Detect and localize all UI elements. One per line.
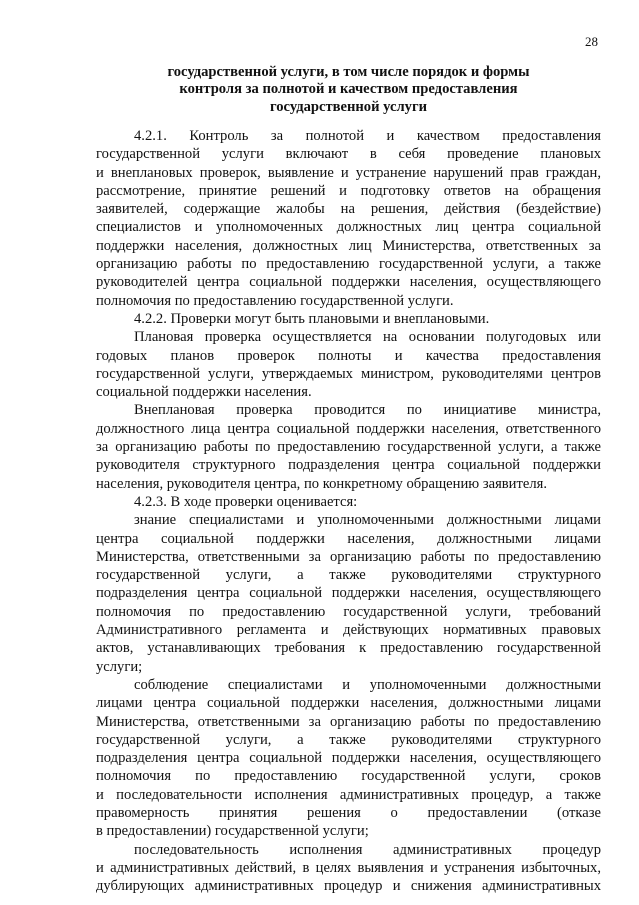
text-line: полномочия по предоставлению государственной услуги, требований bbox=[96, 603, 601, 620]
text-line: Министерства, ответственными за организацию работы по предоставлению bbox=[96, 548, 601, 565]
paragraph-sequence bbox=[96, 841, 601, 896]
text-line: и административных действий, в целях выявления и устранения избыточных, bbox=[96, 859, 601, 876]
text-line: полномочия по предоставлению государственной услуги. bbox=[96, 292, 454, 309]
heading-line: контроля за полнотой и качеством предоставления bbox=[179, 81, 518, 98]
text-line: Внеплановая проверка проводится по инициативе министра, bbox=[134, 402, 601, 419]
text-line: дублирующих административных процедур и снижения административных bbox=[96, 878, 601, 895]
text-line: подразделения центра социальной поддержки населения, осуществляющего bbox=[96, 750, 601, 767]
section-heading bbox=[96, 64, 601, 116]
text-line: заявителей, содержащие жалобы на решения, действия (бездействие) bbox=[96, 201, 601, 218]
text-line: за организацию работы по предоставлению государственной услуги, а также bbox=[96, 439, 601, 456]
text-line: актов, устанавливающих требования к предоставлению государственной bbox=[96, 640, 601, 657]
text-line: Плановая проверка осуществляется на основании полугодовых или bbox=[134, 329, 601, 346]
text-line: последовательность исполнения административных процедур bbox=[134, 841, 601, 858]
text-line: государственной услуги, а также руководителями структурного bbox=[96, 731, 601, 748]
text-line: 4.2.2. Проверки могут быть плановыми и внеплановыми. bbox=[134, 310, 490, 327]
text-line: должностного лица центра социальной поддержки населения, ответственного bbox=[96, 420, 601, 437]
text-line: руководителя структурного подразделения центра социальной поддержки bbox=[96, 457, 601, 474]
text-line: в предоставлении) государственной услуги; bbox=[96, 823, 369, 840]
text-line: рассмотрение, принятие решений и подготовку ответов на обращения bbox=[96, 182, 601, 199]
page-number: 28 bbox=[585, 34, 598, 49]
text-line: населения, руководителя центра, по конкретному обращению заявителя. bbox=[96, 475, 547, 492]
paragraph-knowledge bbox=[96, 511, 601, 676]
text-line: полномочия по предоставлению государственной услуги, сроков bbox=[96, 768, 601, 785]
paragraph-compliance bbox=[96, 676, 601, 841]
text-line: и внеплановых проверок, выявление и устранение нарушений прав граждан, bbox=[96, 164, 601, 181]
text-line: правомерность принятия решения о предоставлении (отказе bbox=[96, 804, 601, 821]
document-body bbox=[96, 127, 601, 895]
text-line: подразделения центра социальной поддержки населения, осуществляющего bbox=[96, 585, 601, 602]
text-line: Административного регламента и действующих нормативных правовых bbox=[96, 622, 601, 639]
paragraph-4-2-3 bbox=[96, 493, 601, 511]
paragraph-4-2-2 bbox=[96, 310, 601, 328]
heading-line: государственной услуги bbox=[269, 98, 428, 115]
text-line: 4.2.1. Контроль за полнотой и качеством предоставления bbox=[134, 128, 601, 144]
text-line: поддержки населения, должностных лиц Министерства, ответственных за bbox=[96, 237, 601, 254]
text-line: знание специалистами и уполномоченными должностными лицами bbox=[134, 512, 601, 529]
paragraph-unplanned-inspection bbox=[96, 401, 601, 492]
paragraph-4-2-1 bbox=[96, 127, 601, 310]
text-line: государственной услуги включают в себя проведение плановых bbox=[96, 146, 601, 163]
text-line: социальной поддержки населения. bbox=[96, 384, 312, 401]
text-line: государственной услуги, утверждаемых министром, руководителями центров bbox=[96, 365, 601, 382]
text-line: и последовательности исполнения административных процедур, а также bbox=[96, 786, 601, 803]
text-line: Министерства, ответственными за организацию работы по предоставлению bbox=[96, 713, 601, 730]
text-line: соблюдение специалистами и уполномоченными должностными bbox=[134, 676, 601, 693]
paragraph-planned-inspection bbox=[96, 328, 601, 401]
heading-line: государственной услуги, в том числе порядок и формы bbox=[167, 64, 530, 80]
text-line: центра социальной поддержки населения, должностными лицами bbox=[96, 530, 601, 547]
text-line: руководителей центра социальной поддержки населения, осуществляющего bbox=[96, 274, 601, 291]
text-line: годовых планов проверок полноты и качества предоставления bbox=[96, 347, 601, 364]
text-line: 4.2.3. В ходе проверки оценивается: bbox=[134, 493, 358, 510]
text-line: организацию работы по предоставлению государственной услуги, а также bbox=[96, 256, 601, 273]
text-line: услуги; bbox=[96, 658, 143, 675]
text-line: государственной услуги, а также руководителями структурного bbox=[96, 567, 601, 584]
text-line: лицами центра социальной поддержки населения, должностными лицами bbox=[96, 695, 601, 712]
text-line: специалистов и уполномоченных должностных лиц центра социальной bbox=[96, 219, 601, 236]
